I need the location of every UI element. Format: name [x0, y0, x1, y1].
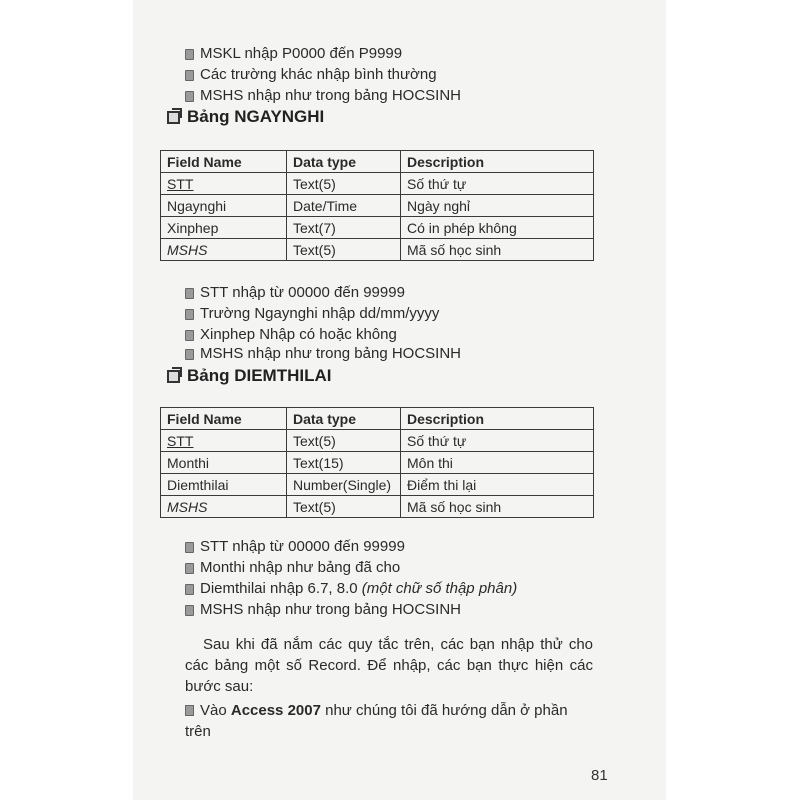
section-icon: [167, 370, 180, 383]
cell-desc: Mã số học sinh: [401, 239, 594, 261]
bullet-item: [185, 284, 405, 302]
bullet-item: [185, 326, 397, 344]
table-diemthilai: [160, 407, 594, 518]
bullet-item: [185, 559, 400, 577]
cell-type: Text(7): [287, 217, 401, 239]
bullet-item: [185, 538, 405, 556]
cell-type: Number(Single): [287, 474, 401, 496]
bullet-text: Trường Ngaynghi nhập dd/mm/yyyy: [200, 305, 440, 322]
table-row: [161, 430, 594, 452]
cell-field: Ngaynghi: [161, 195, 287, 217]
header-description: Description: [401, 408, 594, 430]
cell-field: Diemthilai: [161, 474, 287, 496]
cell-type: Text(15): [287, 452, 401, 474]
cell-field: STT: [161, 430, 287, 452]
bullet-text: Monthi nhập như bảng đã cho: [200, 559, 401, 576]
bullet-icon: [185, 584, 194, 595]
book-page: [133, 0, 666, 800]
table-row: [161, 217, 594, 239]
table-row: [161, 173, 594, 195]
bullet-text: Xinphep Nhập có hoặc không: [200, 326, 397, 343]
bullet-icon: [185, 349, 194, 360]
bullet-note: (một chữ số thập phân): [361, 580, 518, 597]
section-icon: [167, 111, 180, 124]
cell-field: MSHS: [161, 496, 287, 518]
section-heading-text: Bảng NGAYNGHI: [187, 107, 325, 126]
bullet-icon: [185, 70, 194, 81]
bullet-item: [185, 580, 517, 598]
table-row: [161, 496, 594, 518]
header-data-type: Data type: [287, 151, 401, 173]
bullet-item: [185, 305, 439, 323]
bullet-text-after: như chúng tôi đã hướng dẫn ở phần trên: [185, 702, 568, 740]
cell-field: Xinphep: [161, 217, 287, 239]
bullet-icon: [185, 309, 194, 320]
bullet-text: STT nhập từ 00000 đến 99999: [200, 538, 405, 555]
bullet-icon: [185, 288, 194, 299]
bullet-item: [185, 66, 437, 84]
cell-field: STT: [161, 173, 287, 195]
cell-type: Text(5): [287, 496, 401, 518]
table-header-row: [161, 408, 594, 430]
table-row: [161, 239, 594, 261]
bullet-text: MSHS nhập như trong bảng HOCSINH: [200, 345, 461, 362]
bullet-icon: [185, 563, 194, 574]
table-row: [161, 195, 594, 217]
bullet-text: STT nhập từ 00000 đến 99999: [200, 284, 405, 301]
section-heading-ngaynghi: [167, 107, 324, 127]
table-ngaynghi: [160, 150, 594, 261]
bullet-text: Diemthilai nhập 6.7, 8.0: [200, 580, 362, 597]
bullet-item: [185, 45, 402, 63]
cell-desc: Môn thi: [401, 452, 594, 474]
cell-field: Monthi: [161, 452, 287, 474]
cell-type: Text(5): [287, 173, 401, 195]
header-field-name: Field Name: [161, 151, 287, 173]
bullet-icon: [185, 49, 194, 60]
bullet-item: [185, 345, 461, 363]
bullet-icon: [185, 91, 194, 102]
bullet-text-bold: Access 2007: [230, 702, 321, 719]
cell-desc: Số thứ tự: [401, 173, 594, 195]
cell-desc: Điểm thi lại: [401, 474, 594, 496]
section-heading-text: Bảng DIEMTHILAI: [187, 366, 332, 385]
bullet-item: [185, 87, 461, 105]
bullet-icon: [185, 542, 194, 553]
table-row: [161, 452, 594, 474]
bullet-text: MSHS nhập như trong bảng HOCSINH: [200, 601, 461, 618]
header-field-name: Field Name: [161, 408, 287, 430]
bullet-text: MSKL nhập P0000 đến P9999: [200, 45, 403, 62]
bullet-text: Các trường khác nhập bình thường: [200, 66, 437, 83]
cell-desc: Số thứ tự: [401, 430, 594, 452]
bullet-icon: [185, 605, 194, 616]
bullet-icon: [185, 705, 194, 716]
table-header-row: [161, 151, 594, 173]
cell-type: Text(5): [287, 430, 401, 452]
cell-type: Text(5): [287, 239, 401, 261]
cell-desc: Mã số học sinh: [401, 496, 594, 518]
table-row: [161, 474, 594, 496]
bullet-text-before: Vào: [200, 702, 231, 719]
cell-type: Date/Time: [287, 195, 401, 217]
header-description: Description: [401, 151, 594, 173]
page-number: 81: [591, 767, 608, 784]
bullet-item: [185, 700, 593, 742]
header-data-type: Data type: [287, 408, 401, 430]
cell-field: MSHS: [161, 239, 287, 261]
cell-desc: Ngày nghỉ: [401, 195, 594, 217]
body-paragraph: Sau khi đã nắm các quy tắc trên, các bạn nhập thử cho các bảng một số Record. Để nhập, các bạn thực hiện các bước sau:: [185, 636, 593, 695]
bullet-text: MSHS nhập như trong bảng HOCSINH: [200, 87, 461, 104]
bullet-item: [185, 601, 461, 619]
section-heading-diemthilai: [167, 366, 332, 386]
cell-desc: Có in phép không: [401, 217, 594, 239]
bullet-icon: [185, 330, 194, 341]
